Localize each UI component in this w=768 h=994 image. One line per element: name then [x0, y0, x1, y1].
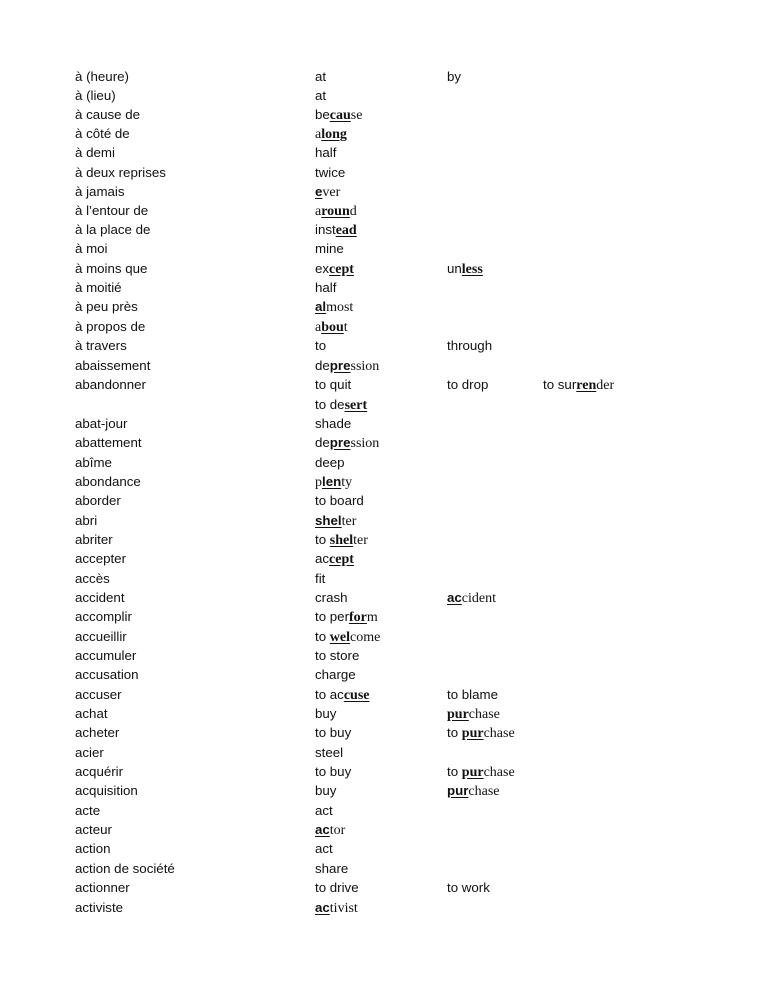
french-term: à peu près	[75, 299, 138, 314]
vocab-row	[0, 839, 768, 858]
english-translation	[315, 163, 345, 182]
stressed-syllable: cept	[329, 552, 354, 567]
word-segment: twice	[315, 165, 346, 180]
vocab-row	[0, 723, 768, 742]
french-term: abondance	[75, 474, 141, 489]
word-segment: to drop	[447, 377, 489, 392]
vocab-row	[0, 569, 768, 588]
stressed-syllable: ren	[576, 378, 597, 393]
french-term: abaissement	[75, 358, 151, 373]
french-term: abat-jour	[75, 416, 128, 431]
english-translation	[315, 569, 325, 588]
vocab-row	[0, 685, 768, 704]
word-segment: un	[447, 261, 462, 276]
word-segment: half	[315, 280, 337, 295]
word-segment: to quit	[315, 377, 352, 392]
vocab-row	[0, 743, 768, 762]
vocab-row	[0, 472, 768, 491]
word-segment: chase	[483, 765, 515, 780]
word-segment: tivist	[329, 901, 358, 916]
english-translation	[315, 762, 351, 781]
vocab-row	[0, 665, 768, 684]
stressed-syllable: shel	[329, 533, 354, 548]
french-term: à moi	[75, 241, 108, 256]
french-term: à propos de	[75, 319, 146, 334]
word-segment: fit	[315, 571, 326, 586]
word-segment: ver	[322, 185, 341, 200]
english-translation	[315, 124, 347, 144]
english-alternative	[447, 67, 461, 86]
vocab-row	[0, 105, 768, 124]
word-segment: come	[350, 630, 381, 645]
vocab-row	[0, 530, 768, 549]
vocab-row	[0, 67, 768, 86]
vocab-row	[0, 859, 768, 878]
english-alternative	[447, 588, 496, 608]
word-segment: chase	[468, 707, 500, 722]
french-term: achat	[75, 706, 108, 721]
vocab-row	[0, 588, 768, 607]
word-segment: act	[315, 841, 333, 856]
vocab-row	[0, 898, 768, 917]
stressed-syllable: bou	[321, 320, 344, 335]
vocab-row	[0, 781, 768, 800]
vocab-row	[0, 878, 768, 897]
word-segment: a	[315, 204, 322, 219]
word-segment: ac	[315, 551, 330, 566]
english-translation	[315, 143, 336, 162]
word-segment: to	[447, 764, 462, 779]
french-term: action	[75, 841, 111, 856]
stressed-syllable: cept	[329, 262, 354, 277]
stressed-syllable: al	[315, 299, 327, 314]
english-translation	[315, 549, 354, 569]
word-segment: at	[315, 69, 327, 84]
stressed-syllable: pre	[329, 435, 351, 450]
vocab-row	[0, 259, 768, 278]
stressed-syllable: pur	[461, 726, 484, 741]
vocab-row	[0, 433, 768, 452]
french-term: action de société	[75, 861, 175, 876]
english-translation	[315, 511, 356, 531]
french-term: acheter	[75, 725, 120, 740]
english-translation	[315, 259, 354, 279]
english-alternative	[447, 336, 492, 355]
word-segment: steel	[315, 745, 344, 760]
english-translation	[315, 801, 333, 820]
french-term: à cause de	[75, 107, 141, 122]
stressed-syllable: long	[321, 127, 347, 142]
english-translation	[315, 530, 368, 550]
stressed-syllable: sert	[344, 398, 368, 413]
english-translation	[315, 433, 379, 453]
stressed-syllable: ac	[315, 822, 330, 837]
vocab-row	[0, 607, 768, 626]
word-segment: most	[326, 300, 354, 315]
word-segment: act	[315, 803, 333, 818]
vocab-row	[0, 220, 768, 239]
word-segment: mine	[315, 241, 344, 256]
stressed-syllable: ead	[335, 223, 357, 238]
french-term: acquérir	[75, 764, 124, 779]
word-segment: charge	[315, 667, 356, 682]
word-segment: der	[596, 378, 615, 393]
word-segment: to de	[315, 397, 345, 412]
stressed-syllable: cau	[329, 108, 351, 123]
french-term: abattement	[75, 435, 142, 450]
word-segment: by	[447, 69, 462, 84]
french-term: abandonner	[75, 377, 146, 392]
word-segment: p	[315, 475, 322, 490]
stressed-syllable: pur	[461, 765, 484, 780]
english-alternative	[447, 704, 500, 724]
word-segment: to buy	[315, 725, 352, 740]
word-segment: se	[350, 108, 363, 123]
word-segment: ty	[341, 475, 353, 490]
vocab-row	[0, 453, 768, 472]
word-segment: crash	[315, 590, 348, 605]
word-segment: a	[315, 320, 322, 335]
english-translation	[315, 704, 336, 723]
french-term: activiste	[75, 900, 124, 915]
word-segment: to work	[447, 880, 490, 895]
stressed-syllable: for	[349, 610, 367, 625]
french-term: acquisition	[75, 783, 138, 798]
english-translation	[315, 278, 336, 297]
english-translation	[315, 588, 348, 607]
english-translation	[315, 297, 353, 317]
word-segment: shade	[315, 416, 352, 431]
english-translation	[315, 859, 348, 878]
word-segment: ssion	[350, 436, 380, 451]
word-segment: t	[343, 320, 348, 335]
word-segment: to blame	[447, 687, 498, 702]
french-term: à (heure)	[75, 69, 129, 84]
stressed-syllable: pur	[447, 783, 469, 798]
english-translation	[315, 336, 326, 355]
english-translation	[315, 646, 359, 665]
french-term: à côté de	[75, 126, 130, 141]
french-term: à demi	[75, 145, 115, 160]
word-segment: to	[315, 338, 327, 353]
word-segment: de	[315, 358, 330, 373]
vocab-row	[0, 86, 768, 105]
vocab-row	[0, 375, 768, 394]
word-segment: at	[315, 88, 327, 103]
vocab-row	[0, 336, 768, 355]
vocab-row	[0, 549, 768, 568]
vocab-row	[0, 239, 768, 258]
english-alternative	[447, 781, 500, 801]
word-segment: buy	[315, 783, 337, 798]
french-term: à (lieu)	[75, 88, 116, 103]
french-term: accès	[75, 571, 110, 586]
word-segment: to per	[315, 609, 350, 624]
english-translation	[315, 239, 344, 258]
stressed-syllable: e	[315, 184, 323, 199]
word-segment: chase	[468, 784, 500, 799]
word-segment: tor	[329, 823, 346, 838]
stressed-syllable: less	[461, 262, 483, 277]
french-term: accepter	[75, 551, 126, 566]
word-segment: m	[366, 610, 378, 625]
english-translation	[315, 317, 348, 337]
vocab-row	[0, 143, 768, 162]
french-term: accumuler	[75, 648, 137, 663]
french-term: à moins que	[75, 261, 148, 276]
english-alternative-2	[543, 375, 614, 395]
english-translation	[315, 839, 333, 858]
english-alternative	[447, 723, 515, 743]
word-segment: be	[315, 107, 330, 122]
stressed-syllable: wel	[329, 630, 351, 645]
word-segment: a	[315, 127, 322, 142]
vocab-row	[0, 646, 768, 665]
word-segment: chase	[483, 726, 515, 741]
french-term: aborder	[75, 493, 121, 508]
vocab-row	[0, 182, 768, 201]
word-segment: ssion	[350, 359, 380, 374]
stressed-syllable: roun	[321, 204, 350, 219]
word-segment: share	[315, 861, 349, 876]
word-segment: de	[315, 435, 330, 450]
english-alternative	[447, 259, 483, 279]
vocab-row	[0, 317, 768, 336]
english-translation	[315, 743, 343, 762]
english-translation	[315, 820, 345, 840]
english-translation	[315, 414, 351, 433]
english-translation	[315, 685, 370, 705]
word-segment: half	[315, 145, 337, 160]
english-translation	[315, 395, 367, 415]
word-segment: d	[349, 204, 357, 219]
word-segment: cident	[461, 591, 497, 606]
english-translation	[315, 627, 380, 647]
word-segment: to drive	[315, 880, 359, 895]
vocab-row	[0, 356, 768, 375]
vocab-row	[0, 414, 768, 433]
vocab-row	[0, 820, 768, 839]
french-term: acte	[75, 803, 101, 818]
word-segment: to ac	[315, 687, 344, 702]
word-segment: to	[447, 725, 462, 740]
vocab-row	[0, 762, 768, 781]
word-segment: ter	[353, 533, 368, 548]
word-segment: through	[447, 338, 493, 353]
english-translation	[315, 781, 336, 800]
french-term: à l’entour de	[75, 203, 149, 218]
english-translation	[315, 201, 357, 221]
english-alternative	[447, 685, 498, 704]
word-segment: to buy	[315, 764, 352, 779]
word-segment: to	[315, 629, 330, 644]
english-translation	[315, 665, 356, 684]
stressed-syllable: pre	[329, 358, 351, 373]
stressed-syllable: ac	[315, 900, 330, 915]
french-term: abri	[75, 513, 98, 528]
french-term: actionner	[75, 880, 130, 895]
vocab-row	[0, 395, 768, 414]
stressed-syllable: len	[322, 474, 342, 489]
french-term: à travers	[75, 338, 127, 353]
vocab-row	[0, 201, 768, 220]
french-term: à jamais	[75, 184, 125, 199]
vocab-row	[0, 801, 768, 820]
french-term: abriter	[75, 532, 113, 547]
vocab-row	[0, 511, 768, 530]
english-translation	[315, 67, 326, 86]
vocab-row	[0, 163, 768, 182]
stressed-syllable: shel	[315, 513, 342, 528]
word-segment: ex	[315, 261, 330, 276]
french-term: accueillir	[75, 629, 127, 644]
french-term: acier	[75, 745, 104, 760]
french-term: à deux reprises	[75, 165, 166, 180]
french-term: accuser	[75, 687, 122, 702]
english-translation	[315, 86, 326, 105]
english-translation	[315, 453, 345, 472]
english-translation	[315, 723, 351, 742]
english-alternative	[447, 762, 515, 782]
french-term: accomplir	[75, 609, 132, 624]
english-translation	[315, 220, 357, 240]
stressed-syllable: ac	[447, 590, 462, 605]
french-term: acteur	[75, 822, 112, 837]
english-translation	[315, 491, 364, 510]
english-translation	[315, 898, 358, 918]
vocab-row	[0, 278, 768, 297]
word-segment: to	[315, 532, 330, 547]
english-translation	[315, 356, 379, 376]
english-translation	[315, 105, 362, 125]
english-translation	[315, 607, 378, 627]
vocab-row	[0, 491, 768, 510]
english-translation	[315, 472, 352, 492]
english-alternative	[447, 375, 488, 394]
vocab-row	[0, 704, 768, 723]
stressed-syllable: cuse	[343, 688, 370, 703]
vocab-row	[0, 124, 768, 143]
stressed-syllable: pur	[447, 707, 469, 722]
english-translation	[315, 182, 340, 202]
french-term: à la place de	[75, 222, 151, 237]
word-segment: to sur	[543, 377, 577, 392]
word-segment: to store	[315, 648, 360, 663]
word-segment: buy	[315, 706, 337, 721]
french-term: accusation	[75, 667, 139, 682]
vocab-row	[0, 297, 768, 316]
english-alternative	[447, 878, 490, 897]
word-segment: deep	[315, 455, 345, 470]
word-segment: to board	[315, 493, 364, 508]
english-translation	[315, 375, 351, 394]
english-translation	[315, 878, 359, 897]
word-segment: ter	[341, 514, 357, 529]
word-segment: inst	[315, 222, 336, 237]
french-term: abîme	[75, 455, 112, 470]
vocab-row	[0, 627, 768, 646]
french-term: à moitié	[75, 280, 122, 295]
french-term: accident	[75, 590, 125, 605]
